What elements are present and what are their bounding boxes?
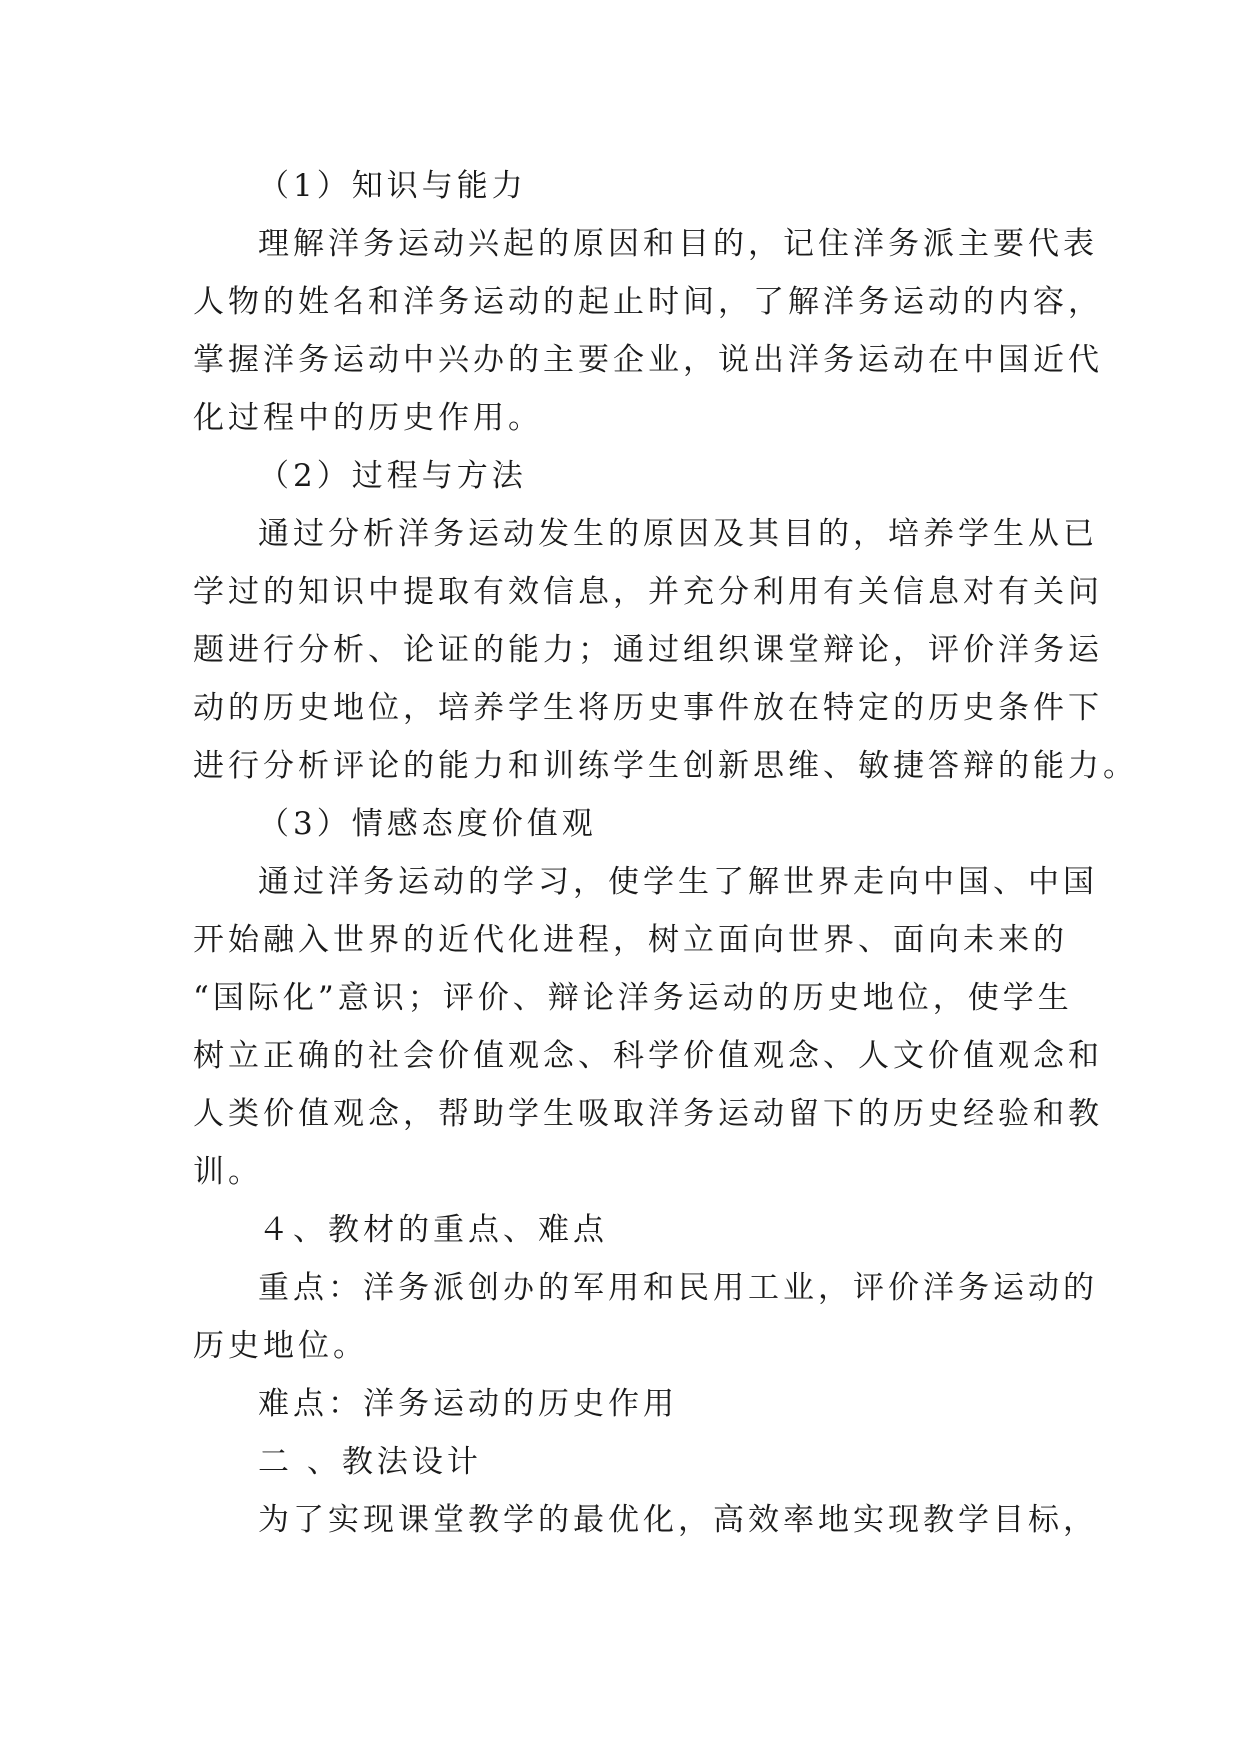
- paragraph-line: 掌握洋务运动中兴办的主要企业，说出洋务运动在中国近代: [193, 342, 1103, 378]
- paragraph-line: 化过程中的历史作用。: [193, 400, 543, 436]
- paragraph-line: 动的历史地位，培养学生将历史事件放在特定的历史条件下: [193, 690, 1103, 726]
- paragraph-line: 训。: [193, 1154, 263, 1190]
- paragraph-line: 通过洋务运动的学习，使学生了解世界走向中国、中国: [258, 864, 1098, 900]
- section-heading-knowledge: （1）知识与能力: [258, 168, 527, 204]
- paragraph-line: 人物的姓名和洋务运动的起止时间，了解洋务运动的内容，: [193, 284, 1103, 320]
- paragraph-line: 为了实现课堂教学的最优化，高效率地实现教学目标，: [258, 1502, 1098, 1538]
- section-heading-values: （3）情感态度价值观: [258, 806, 597, 842]
- paragraph-line: 开始融入世界的近代化进程，树立面向世界、面向未来的: [193, 922, 1068, 958]
- paragraph-line: 进行分析评论的能力和训练学生创新思维、敏捷答辩的能力。: [193, 748, 1138, 784]
- section-heading-process: （2）过程与方法: [258, 458, 527, 494]
- paragraph-line: 题进行分析、论证的能力；通过组织课堂辩论，评价洋务运: [193, 632, 1103, 668]
- section-heading-teaching-method: 二 、教法设计: [258, 1444, 482, 1480]
- paragraph-line: “国际化”意识；评价、辩论洋务运动的历史地位，使学生: [193, 980, 1073, 1016]
- paragraph-line: 学过的知识中提取有效信息，并充分利用有关信息对有关问: [193, 574, 1103, 610]
- paragraph-line: 历史地位。: [193, 1328, 368, 1364]
- paragraph-line: 难点：洋务运动的历史作用: [258, 1386, 678, 1422]
- section-heading-key-points: ４、教材的重点、难点: [258, 1212, 608, 1248]
- paragraph-line: 人类价值观念，帮助学生吸取洋务运动留下的历史经验和教: [193, 1096, 1103, 1132]
- paragraph-line: 重点：洋务派创办的军用和民用工业，评价洋务运动的: [258, 1270, 1098, 1306]
- paragraph-line: 通过分析洋务运动发生的原因及其目的，培养学生从已: [258, 516, 1098, 552]
- paragraph-line: 理解洋务运动兴起的原因和目的，记住洋务派主要代表: [258, 226, 1098, 262]
- paragraph-line: 树立正确的社会价值观念、科学价值观念、人文价值观念和: [193, 1038, 1103, 1074]
